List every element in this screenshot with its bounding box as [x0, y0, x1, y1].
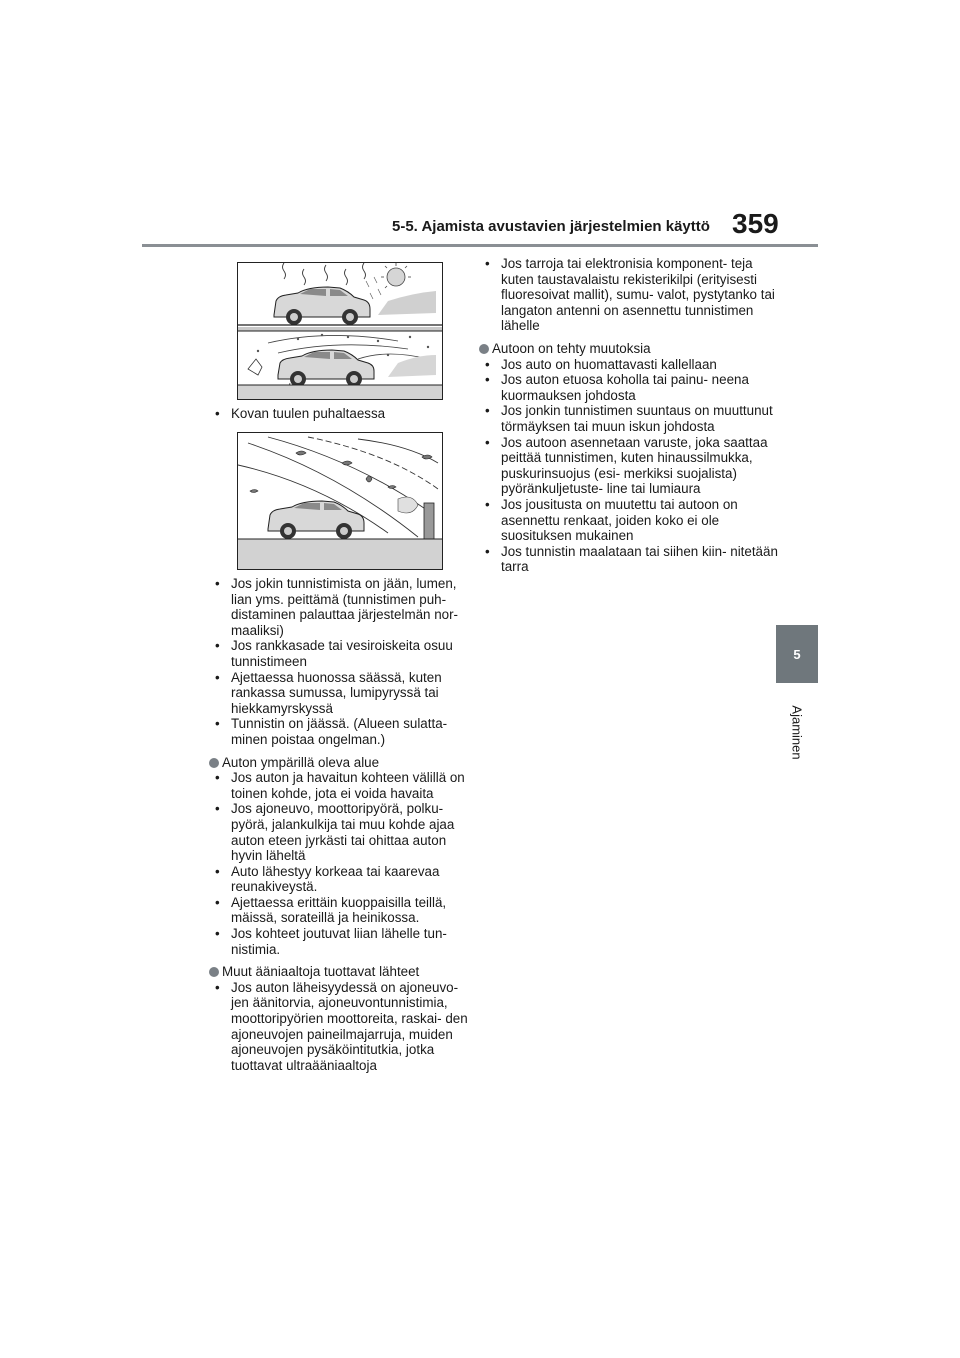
left-column: [209, 576, 479, 1073]
list-item: • Ajettaessa huonossa säässä, kuten rankassa sumussa, lumipyryssä tai hiekkamyrskyssä: [209, 670, 479, 717]
list-item: • Jos rankkasade tai vesiroiskeita osuu tunnistimeen: [209, 638, 479, 669]
list-item: • Ajettaessa erittäin kuoppaisilla teillä, mäissä, sorateillä ja heinikossa.: [209, 895, 479, 926]
page-number: 359: [732, 208, 779, 239]
heading-sound-sources: Muut ääniaaltoja tuottavat lähteet: [209, 964, 479, 980]
list-surroundings: [209, 770, 479, 957]
list-item: • Jos auto on huomattavasti kallellaan: [479, 357, 779, 373]
heading-surroundings: Auton ympärillä oleva alue: [209, 755, 479, 771]
list-item: • Jos jousitusta on muutettu tai autoon on asennettu renkaat, joiden koko ei ole suosituksen mukainen: [479, 497, 779, 544]
list-item: • Jos auton ja havaitun kohteen välillä on toinen kohde, jota ei voida havaita: [209, 770, 479, 801]
list-item: • Jos tunnistin maalataan tai siihen kiin- nitetään tarra: [479, 544, 779, 575]
chapter-label-text: Ajaminen: [789, 704, 805, 760]
list-sensor-cover: [479, 256, 779, 334]
list-item: • Jos autoon asennetaan varuste, joka saattaa peittää tunnistimen, kuten hinaussilmukka, puskurinsuojus (esi- merkiksi suojalista) pyöränkuljetuste- line tai lumiaura: [479, 435, 779, 497]
list-item: • Jos auton etuosa koholla tai painu- neena kuormauksen johdosta: [479, 372, 779, 403]
list-item: • Jos tarroja tai elektronisia komponent- teja kuten taustavalaistu rekisterikilpi (erityisesti fluoresoivat mallit), sumu- valot, pystytanko tai langaton antenni on asennettu tunnistimen lähelle: [479, 256, 779, 334]
list-sound-sources: [209, 980, 479, 1074]
list-modifications: [479, 357, 779, 575]
illustration-strong-wind: [237, 432, 443, 570]
chapter-tab[interactable]: [776, 625, 818, 683]
bullet-dot-icon: [209, 967, 219, 977]
chapter-number: 5: [793, 646, 801, 662]
list-item: • Auto lähestyy korkeaa tai kaarevaa reunakiveystä.: [209, 864, 479, 895]
wind-illustration-svg: [238, 433, 442, 569]
bullet-dot-icon: [479, 344, 489, 354]
list-sensor-conditions: [209, 576, 479, 748]
bullet-dot-icon: [209, 758, 219, 768]
list-item: • Jos ajoneuvo, moottoripyörä, polku- pyörä, jalankulkija tai muu kohde ajaa auton eteen jyrkästi tai ohittaa auton hyvin läheltä: [209, 801, 479, 863]
section-title: 5-5. Ajamista avustavien järjestelmien käyttö: [392, 218, 710, 235]
caption-wind: • Kovan tuulen puhaltaessa: [209, 406, 479, 422]
illustration-weather-conditions: [237, 262, 443, 400]
heading-modifications: Autoon on tehty muutoksia: [479, 341, 779, 357]
weather-illustration-svg: [238, 263, 442, 399]
right-column: [479, 256, 779, 575]
chapter-label: [774, 692, 820, 772]
header-divider: [142, 244, 818, 247]
caption-wind-wrapper: [209, 406, 479, 422]
list-item: • Jos jokin tunnistimista on jään, lumen, lian yms. peittämä (tunnistimen puh- distaminen palauttaa järjestelmän nor- maaliksi): [209, 576, 479, 638]
list-item: • Tunnistin on jäässä. (Alueen sulatta- minen poistaa ongelman.): [209, 716, 479, 747]
list-item: • Jos auton läheisyydessä on ajoneuvo- jen äänitorvia, ajoneuvontunnistimia, moottoripyörien moottoreita, raskai- den ajoneuvojen paineilmajarruja, muiden ajoneuvojen pysäköintitutkia, jotka tuottavat ultraääniaaltoja: [209, 980, 479, 1074]
list-item: • Jos jonkin tunnistimen suuntaus on muuttunut törmäyksen tai muun iskun johdosta: [479, 403, 779, 434]
list-item: • Jos kohteet joutuvat liian lähelle tun- nistimia.: [209, 926, 479, 957]
